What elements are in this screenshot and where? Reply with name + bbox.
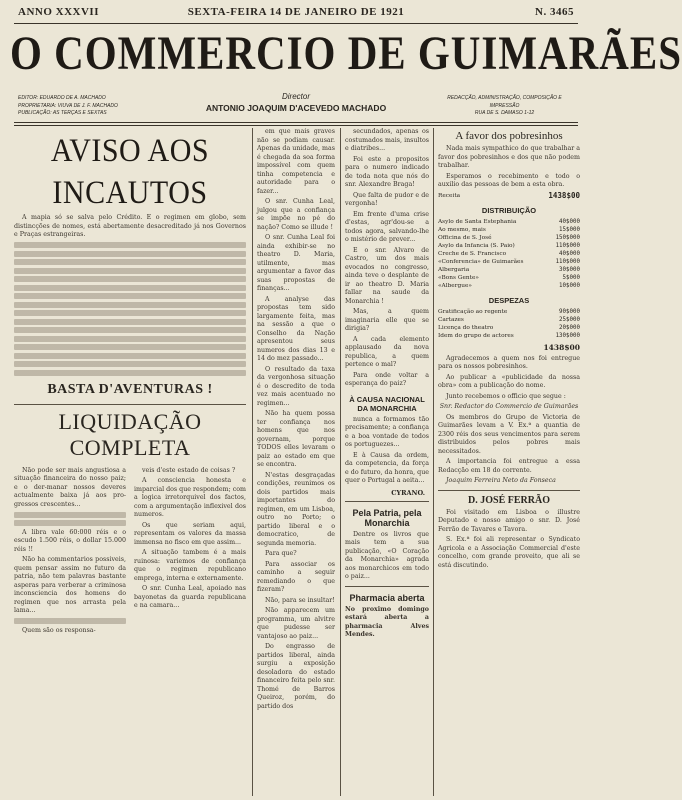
ledger-label: «Albergue»	[438, 282, 472, 289]
ledger-label: Asylo de Santa Estephania	[438, 218, 517, 225]
c4-p2: Agradecemos a quem nos foi entregue para os nossos pobresinhos.	[438, 354, 580, 370]
column-2-text	[257, 128, 335, 711]
ledger-label: Idem do grupo de actores	[438, 332, 514, 339]
c2-p10: Não, para se insultar!	[265, 596, 335, 604]
ferrao-text	[438, 509, 580, 571]
liq-p3: Não ha commentarios possiveis, quem pensar assim no futuro da patria, não tem palavras bastante asperas para verberar a criminosa inconsciencia dos homens do regimen que nos arrasta pela lama...	[14, 556, 126, 614]
ledger-value: 15$000	[559, 226, 580, 233]
c3-p11: Dentre os livros que mais tem a sua publicação, «O Coração da Monarchia» agrada aos monarchicos em todo o paiz...	[345, 530, 429, 580]
owner-line: PROPRIETARIA: VIUVA DE J. F. MACHADO	[18, 102, 118, 109]
c3-p9: nunca a formamos tão precisamente; a confiança e a boa vontade de todos os portuguezes...	[345, 415, 429, 448]
text-line	[14, 319, 246, 325]
ledger-label: Officina de S. José	[438, 234, 492, 241]
text-line	[14, 259, 246, 265]
ledger-row	[438, 308, 580, 316]
ledger-value: 40$000	[559, 250, 580, 257]
ledger-value: 130$000	[555, 332, 580, 339]
c2-p6: Não ha quem possa ter confiança nos homens que nos governam, porque TODOS elles levaram o paiz ao estado em que se encontra.	[257, 410, 335, 468]
ledger-label: Cartazes	[438, 316, 464, 323]
section-rule	[14, 404, 246, 405]
pela-patria-text	[345, 531, 429, 582]
text-line	[14, 310, 246, 316]
column-3	[345, 128, 429, 796]
despezas-heading: DESPEZAS	[488, 295, 530, 305]
c3-p7: A cada elemento applausado da nova republica, a quem pertence o mal?	[345, 335, 429, 368]
liquidacao-subcol-2	[134, 467, 246, 638]
c3-p6: Mas, a quem imaginaria elle que se dirigia?	[345, 308, 429, 332]
c4-p5: Snr. Redactor do Commercio de Guimarães	[439, 403, 579, 410]
text-line	[14, 520, 126, 526]
ledger-row	[438, 282, 580, 290]
ledger-value: 30$000	[559, 266, 580, 273]
text-line	[14, 242, 246, 248]
c4-p9: S. Ex.ª foi ali representar o Syndicato Agricola e a Associação Commercial d'este concelho, com grande proveito, que ali se está discutindo.	[438, 536, 580, 569]
ledger-value: 40$000	[559, 218, 580, 225]
c4-p8: Foi visitado em Lisboa o illustre Deputado e nosso amigo o snr. D. José Ferrão de Tavares e Tavora.	[438, 508, 580, 533]
issue-year: ANNO XXXVII	[18, 6, 99, 18]
text-line	[14, 285, 246, 291]
director-label: Director	[281, 92, 310, 101]
masthead-right-info	[437, 95, 572, 118]
masthead-rule-bottom-2	[14, 125, 578, 126]
c3-p4: Em frente d'uma crise d'estas, agr'dou-se a todos agora, salvando-lhe o mistério de prever...	[345, 210, 429, 243]
issue-date: SEXTA-FEIRA 14 DE JANEIRO DE 1921	[187, 6, 405, 18]
c3-p10: E à Causa da ordem, da competencia, da força e do futuro, da honra, que quer o Portugal a aeita...	[345, 451, 429, 484]
issue-number: N. 3465	[535, 6, 574, 18]
ledger-row	[438, 266, 580, 274]
text-line	[14, 251, 246, 257]
despezas-list	[438, 308, 580, 340]
column-4	[438, 128, 580, 796]
text-line	[14, 293, 246, 299]
aviso-article	[14, 214, 246, 376]
c2-p5: O resultado da taxa da vergonhosa situação é o descredito de toda vez mais acentuado no regimen...	[257, 365, 335, 407]
text-line	[14, 361, 246, 367]
masthead-topline	[18, 6, 574, 22]
newspaper-title: O COMMERCIO DE GUIMARÃES	[10, 26, 682, 80]
director-name: ANTONIO JOAQUIM D'ACEVEDO MACHADO	[205, 103, 387, 113]
ledger-value: 20$000	[559, 324, 580, 331]
ledger-value: 90$000	[559, 308, 580, 315]
c3-p1: secundados, apenas os costumados mais, insultos e diatribes...	[345, 128, 429, 152]
distribuicao-list	[438, 218, 580, 290]
column-1	[14, 128, 246, 796]
publication-line: PUBLICAÇÃO: AS TERÇAS E SEXTAS	[18, 110, 107, 116]
ledger-label: «Bons Gente»	[438, 274, 479, 281]
ledger-row	[438, 316, 580, 324]
ledger-label: «Conferencia» de Guimarães	[438, 258, 524, 265]
c4-p3: Ao publicar a «publicidade da nossa obra» com a publicação do nome.	[438, 373, 580, 389]
ledger-row	[438, 332, 580, 340]
receita-value: 1438$00	[548, 190, 580, 200]
text-line	[14, 302, 246, 308]
ledger-value: 110$000	[555, 242, 580, 249]
pharmacia-heading: Pharmacia aberta	[349, 592, 425, 603]
c4-p4: Junto recebemos o officio que segue :	[446, 392, 566, 400]
c2-p1: em que mais graves não se podiam causar. Apenas da unidade, mas é chegada da soa forma impossível com quem tinha competencia e autoridade para o fazer...	[257, 128, 335, 195]
column-divider-1	[252, 128, 253, 796]
column-4-text	[438, 355, 580, 486]
aviso-lead: A mapia só se salva pelo Crédito. E o regimen em globo, sem distincções de nomes, está abertamente desacreditado já nos Governos e Praças estrangeiras.	[14, 214, 246, 238]
c3-p3: Que falta de pudor e de vergonha!	[345, 191, 429, 207]
distribuicao-heading: DISTRIBUIÇÃO	[481, 205, 537, 215]
ledger-label: Licença do theatro	[438, 324, 494, 331]
liq-p1: Não pode ser mais angustiosa a situação financeira do nosso paiz; e o der-manar nossos deveres actualmente baixa já aos pro-gressos crescentes...	[14, 466, 126, 508]
address-line: RUA DE S. DAMASO 1-12	[474, 110, 535, 116]
liquidacao-subcol-1	[14, 467, 126, 638]
receita-row	[438, 192, 580, 200]
editor-line: EDITOR: EDUARDO DE A. MACHADO	[18, 95, 106, 101]
text-line	[14, 268, 246, 274]
ledger-row	[438, 258, 580, 266]
c3-p2: Foi este a propositos para o numero indicado de toda nota que nós do snr. Alexandre Braga!	[345, 155, 429, 188]
column-divider-3	[433, 128, 434, 796]
ferrao-heading: D. JOSÉ FERRÃO	[468, 494, 550, 506]
ledger-row	[438, 234, 580, 242]
c2-p4: A analyse das propostas tem sido largamente feita, mas na sessão a que o Conselho da Nação apresentou seus numeros dos dias 13 e 14 do mez passado...	[257, 295, 335, 362]
causa-nacional-heading: À CAUSA NACIONAL DA MONARCHIA	[349, 394, 425, 413]
liquidacao-article	[14, 467, 246, 638]
pobresinhos-intro	[438, 145, 580, 190]
receita-line	[438, 192, 580, 200]
c4-signature: Joaquim Ferreira Neto da Fonseca	[446, 477, 556, 484]
cyrano-signature: CYRANO.	[391, 488, 425, 497]
ledger-value: 25$000	[559, 316, 580, 323]
section-rule	[345, 586, 429, 587]
c2-p3: O snr. Cunha Leal foi ainda exhibir-se no theatro D. Maria, utilmente, mas argumentar a favor das suas propostas de finanças...	[257, 234, 335, 292]
text-line	[14, 327, 246, 333]
basta-headline: BASTA D'AVENTURAS !	[47, 381, 213, 397]
office-line-2: IMPRESSÃO	[489, 102, 520, 109]
c4-p1: Esperamos o recebimento e todo o auxilio das pessoas de bem a esta obra.	[438, 172, 580, 188]
text-line	[14, 276, 246, 282]
ledger-label: Gratificação ao regente	[438, 308, 508, 315]
column-2	[257, 128, 335, 796]
ledger-row	[438, 274, 580, 282]
receita-label: Receita	[438, 192, 461, 199]
c4-p6: Os membros do Grupo de Victoria de Guimarães levam a V. Ex.ª a quantia de 2300 réis dos seus vencimentos para serem distribuidos pelos pobres mais necessitados.	[438, 413, 580, 455]
column-divider-2	[340, 128, 341, 796]
aviso-headline: AVISO AOS INCAUTOS	[50, 132, 210, 211]
pela-patria-heading: Pela Patria, pela Monarchia	[352, 507, 422, 528]
ledger-value: 5$000	[562, 274, 580, 281]
c3-p5: E o snr. Alvaro de Castro, um dos mais evocados no congresso, ainda teve o desplante de ir ao theatro D. Maria fallar na saude da Monarchia !	[345, 246, 429, 305]
pharmacia-text: No proximo domingo estará aberta a pharmacia Alves Mendes.	[345, 605, 429, 638]
masthead-rule-bottom	[14, 122, 578, 123]
c2-p2: O snr. Cunha Leal, julgou que a confiança se impõe no pé do nação? Como se illude !	[257, 198, 335, 231]
column-3-text	[345, 128, 429, 389]
c2-p9: Para associar os caminho a seguir remediando o que fizeram?	[257, 560, 335, 593]
liq-p4: Quem são os responsa-	[22, 626, 96, 634]
liq-b-p3: Os que seriam aqui, representam os valores da massa immensa no fisco em que assim...	[134, 521, 246, 546]
c3-p8: Para onde voltar a esperança do paiz?	[345, 371, 429, 387]
c4-intro: Nada mais sympathico do que trabalhar a favor dos pobresinhos e dos que não podem trabalhar.	[438, 145, 580, 169]
text-line	[14, 344, 246, 350]
ledger-row	[438, 226, 580, 234]
section-rule	[345, 501, 429, 502]
ledger-value: 110$000	[555, 258, 580, 265]
c2-p11: Não apparecem um programma, um alvitre que pudesse ser vantajoso ao paiz...	[257, 607, 335, 640]
ledger-label: Creche de S. Francisco	[438, 250, 507, 257]
c2-p7: N'estas desgraçadas condições, reunimos os dois partidos mais importantes do regimen, em um Lisboa, outro no Porto; o partido liberal e o democratico, de segunda memoria.	[257, 471, 335, 547]
ledger-row	[438, 250, 580, 258]
c2-p12: Do engrasso de partidos liberal, ainda surgiu a exposição desoladora do estado financeiro feita pelo snr. Thomé de Barros Queiroz, porém, do partido dos	[257, 643, 335, 710]
ledger-total: 1438$00	[543, 342, 580, 352]
masthead-left-info	[18, 95, 158, 118]
ledger-value: 10$000	[559, 282, 580, 289]
ledger-row	[438, 324, 580, 332]
text-line	[14, 370, 246, 376]
text-line	[14, 336, 246, 342]
liq-b-p5: O snr. Cunha Leal, apoiado nas bayonetas da guarda republicana e na camara...	[134, 585, 246, 609]
liq-b-p2: A consciencia honesta e imparcial dos que respondem; com a logica irretorquivel dos factos, com a argumentação inflexivel dos numeros.	[134, 477, 246, 518]
ledger-label: Ao mesmo, mais	[438, 226, 486, 233]
ledger-label: Albergaria	[438, 266, 470, 273]
section-rule	[438, 490, 580, 491]
liquidacao-headline: LIQUIDAÇÃO COMPLETA	[58, 408, 202, 460]
pobresinhos-heading: A favor dos pobresinhos	[455, 130, 563, 142]
ledger-row	[438, 242, 580, 250]
liq-b-p1: veis d'este estado de coisas ?	[142, 466, 236, 474]
ledger-row	[438, 218, 580, 226]
office-line: REDACÇÃO, ADMINISTRAÇÃO, COMPOSIÇÃO E	[447, 95, 562, 101]
c4-p7: A importancia foi entregue a essa Redacção em 18 do corrente.	[438, 458, 580, 474]
ledger-label: Asylo da Infancia (S. Paio)	[438, 242, 515, 249]
text-line	[14, 353, 246, 359]
liq-p2: A libra vale 60:000 réis e o escudo 1.500 réis, o dollar 15.000 réis !!	[14, 528, 126, 553]
ledger-value: 150$000	[555, 234, 580, 241]
causa-nacional-text	[345, 416, 429, 486]
text-line	[14, 512, 126, 518]
c2-p8: Para que?	[265, 550, 297, 557]
text-line	[14, 618, 126, 624]
liq-b-p4: A situação tambem é a mais ruinosa: variemos de confiança que o regimen republicano emprega, interna e externamente.	[134, 549, 246, 582]
